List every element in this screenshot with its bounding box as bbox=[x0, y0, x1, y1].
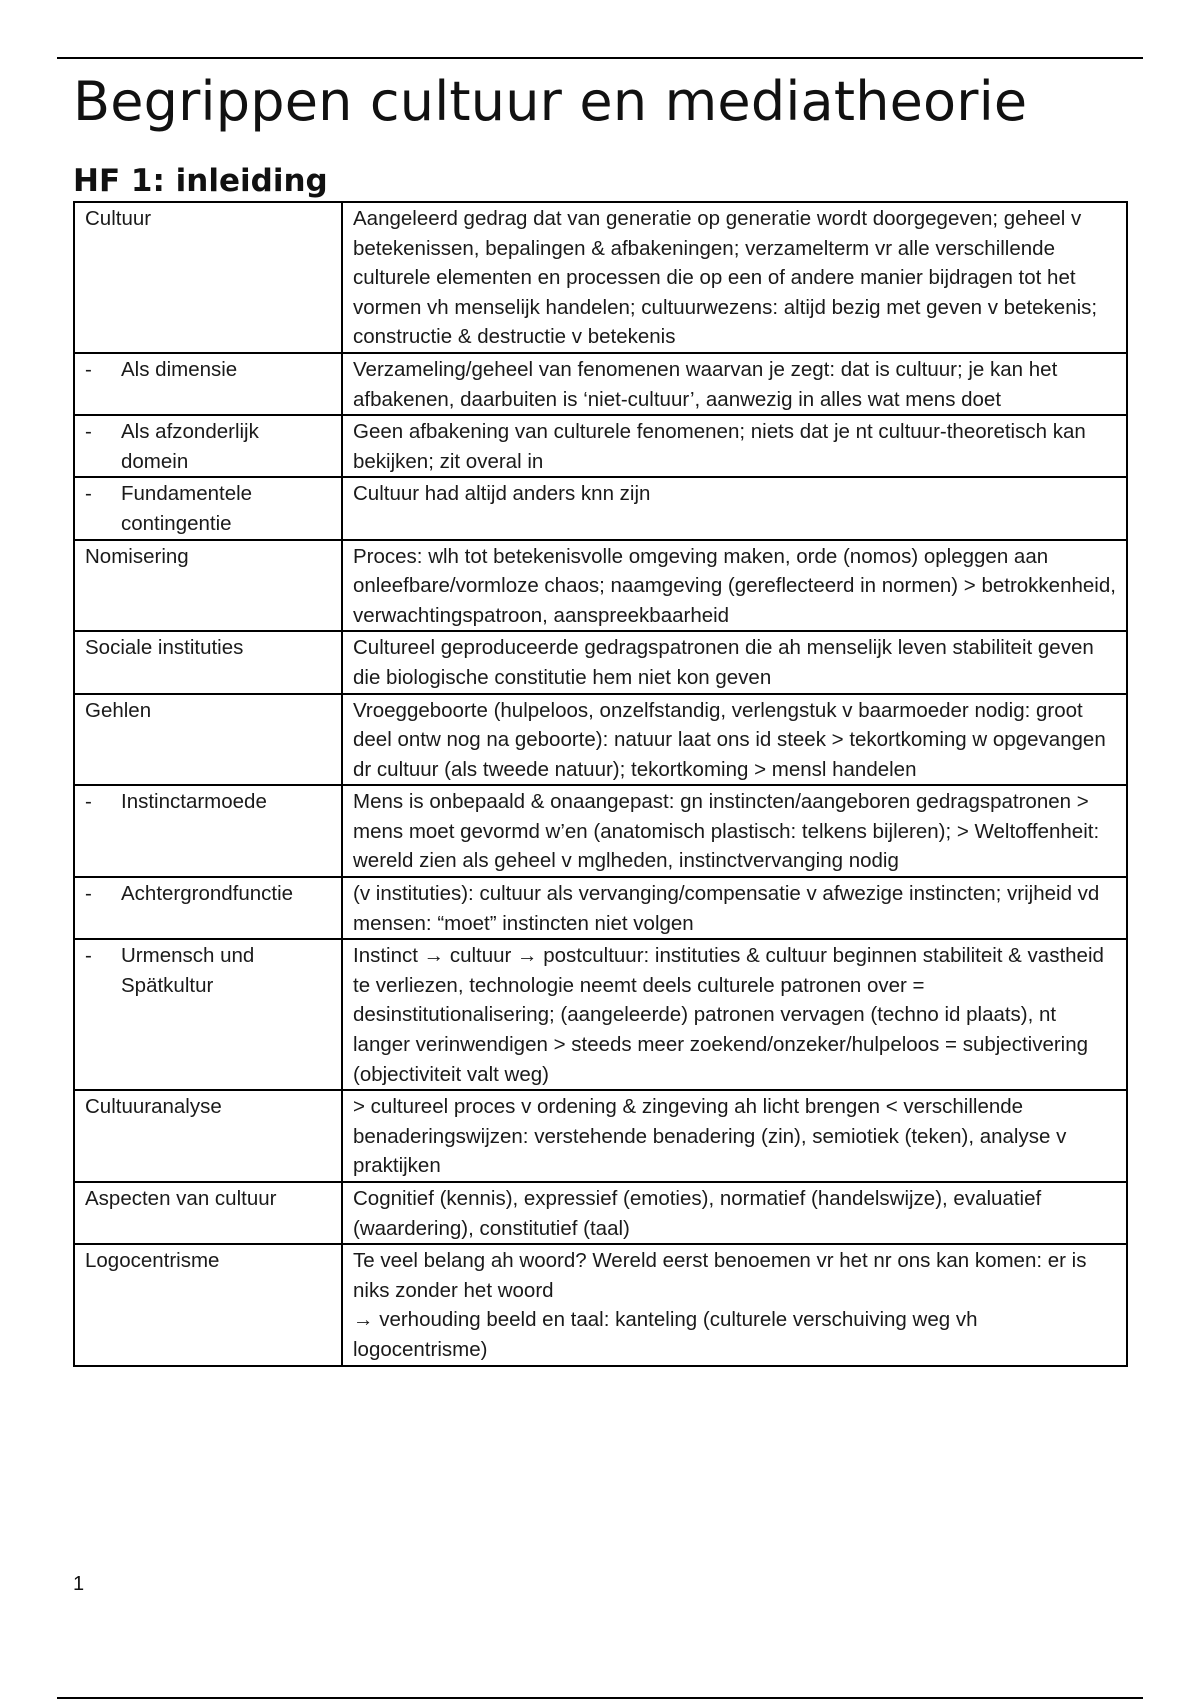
terms-table bbox=[73, 201, 1128, 1367]
term-label: Als afzonderlijk domein bbox=[121, 420, 259, 473]
table-row bbox=[74, 540, 1127, 632]
term-label: Instinctarmoede bbox=[121, 790, 267, 814]
term-cell bbox=[74, 202, 342, 353]
table-row bbox=[74, 631, 1127, 693]
term-cell bbox=[74, 785, 342, 877]
table-row bbox=[74, 202, 1127, 353]
term-cell bbox=[74, 353, 342, 415]
table-row bbox=[74, 1244, 1127, 1365]
list-dash: - bbox=[85, 882, 92, 906]
definition-cell: Aangeleerd gedrag dat van generatie op generatie wordt doorgegeven; geheel v betekenissen, bepalingen & afbakeningen; verzamelterm vr alle verschillende culturele elementen en processen die op een of andere manier bijdragen tot het vormen vh menselijk handelen; cultuurwezens: altijd bezig met geven v betekenis; constructie & destructie v betekenis bbox=[342, 202, 1127, 353]
term-cell bbox=[74, 877, 342, 939]
table-row bbox=[74, 694, 1127, 786]
list-dash: - bbox=[85, 790, 92, 814]
list-dash: - bbox=[85, 944, 92, 968]
definition-cell: > cultureel proces v ordening & zingeving ah licht brengen < verschillende benaderingswijzen: verstehende benadering (zin), semiotiek (teken), analyse v praktijken bbox=[342, 1090, 1127, 1182]
table-row bbox=[74, 877, 1127, 939]
term-label: Als dimensie bbox=[121, 357, 238, 381]
definition-cell: Geen afbakening van culturele fenomenen; niets dat je nt cultuur-theoretisch kan bekijken; zit overal in bbox=[342, 415, 1127, 477]
list-dash: - bbox=[85, 482, 92, 506]
footer-rule bbox=[57, 1697, 1143, 1699]
term-cell bbox=[74, 477, 342, 539]
term-label: Cultuuranalyse bbox=[85, 1095, 222, 1119]
definition-cell: Instinct → cultuur → postcultuur: instituties & cultuur beginnen stabiliteit & vastheid te verliezen, technologie neemt deels culturele patronen over = desinstitutionalisering; (aangeleerde) patronen vervagen (techno id plaats), nt langer verinwendigen > steeds meer zoekend/onzeker/hulpeloos = subjectivering (objectiviteit valt weg) bbox=[342, 939, 1127, 1090]
table-row bbox=[74, 1182, 1127, 1244]
term-cell bbox=[74, 631, 342, 693]
term-cell bbox=[74, 1244, 342, 1365]
term-cell bbox=[74, 1182, 342, 1244]
term-label: Urmensch und Spätkultur bbox=[121, 944, 255, 997]
term-label: Cultuur bbox=[85, 207, 152, 230]
definition-line: Te veel belang ah woord? Wereld eerst benoemen vr het nr ons kan komen: er is niks zonder het woord bbox=[353, 1249, 1087, 1302]
term-cell bbox=[74, 694, 342, 786]
definition-line: → verhouding beeld en taal: kanteling (culturele verschuiving weg vh logocentrisme) bbox=[353, 1308, 978, 1361]
definition-cell bbox=[342, 1244, 1127, 1365]
definition-cell: Cognitief (kennis), expressief (emoties), normatief (handelswijze), evaluatief (waardering), constitutief (taal) bbox=[342, 1182, 1127, 1244]
document-title: Begrippen cultuur en mediatheorie bbox=[73, 70, 1028, 133]
term-label: Sociale instituties bbox=[85, 636, 244, 660]
chapter-heading: HF 1: inleiding bbox=[73, 163, 328, 199]
term-label: Logocentrisme bbox=[85, 1249, 220, 1273]
page-number: 1 bbox=[73, 1573, 85, 1595]
list-dash: - bbox=[85, 357, 92, 381]
table-row bbox=[74, 939, 1127, 1090]
definition-cell: Vroeggeboorte (hulpeloos, onzelfstandig, verlengstuk v baarmoeder nodig: groot deel ontw nog na geboorte): natuur laat ons id steek > tekortkoming w opgevangen dr cultuur (als tweede natuur); tekortkoming > mensl handelen bbox=[342, 694, 1127, 786]
term-cell bbox=[74, 939, 342, 1090]
term-label: Achtergrondfunctie bbox=[121, 882, 294, 906]
definition-cell: Mens is onbepaald & onaangepast: gn instincten/aangeboren gedragspatronen > mens moet gevormd w’en (anatomisch plastisch: telkens bijleren); > Weltoffenheit: wereld zien als geheel v mglheden, instinctvervanging nodig bbox=[342, 785, 1127, 877]
definition-cell: Proces: wlh tot betekenisvolle omgeving maken, orde (nomos) opleggen aan onleefbare/vormloze chaos; naamgeving (gereflecteerd in normen) > betrokkenheid, verwachtingspatroon, aanspreekbaarheid bbox=[342, 540, 1127, 632]
definition-cell: Verzameling/geheel van fenomenen waarvan je zegt: dat is cultuur; je kan het afbakenen, daarbuiten is ‘niet-cultuur’, aanwezig in alles wat mens doet bbox=[342, 353, 1127, 415]
definition-cell: (v instituties): cultuur als vervanging/compensatie v afwezige instincten; vrijheid vd mensen: “moet” instincten niet volgen bbox=[342, 877, 1127, 939]
header-rule bbox=[57, 57, 1143, 59]
term-label: Nomisering bbox=[85, 544, 189, 568]
table-row bbox=[74, 785, 1127, 877]
list-dash: - bbox=[85, 420, 92, 444]
term-cell bbox=[74, 1090, 342, 1182]
table-row bbox=[74, 477, 1127, 539]
term-label: Gehlen bbox=[85, 698, 152, 722]
table-row bbox=[74, 353, 1127, 415]
definition-cell: Cultuur had altijd anders knn zijn bbox=[342, 477, 1127, 539]
term-cell bbox=[74, 415, 342, 477]
term-label: Fundamentele contingentie bbox=[121, 482, 253, 535]
table-row bbox=[74, 415, 1127, 477]
table-row bbox=[74, 1090, 1127, 1182]
definition-cell: Cultureel geproduceerde gedragspatronen die ah menselijk leven stabiliteit geven die biologische constitutie hem niet kon geven bbox=[342, 631, 1127, 693]
term-cell bbox=[74, 540, 342, 632]
term-label: Aspecten van cultuur bbox=[85, 1187, 277, 1210]
